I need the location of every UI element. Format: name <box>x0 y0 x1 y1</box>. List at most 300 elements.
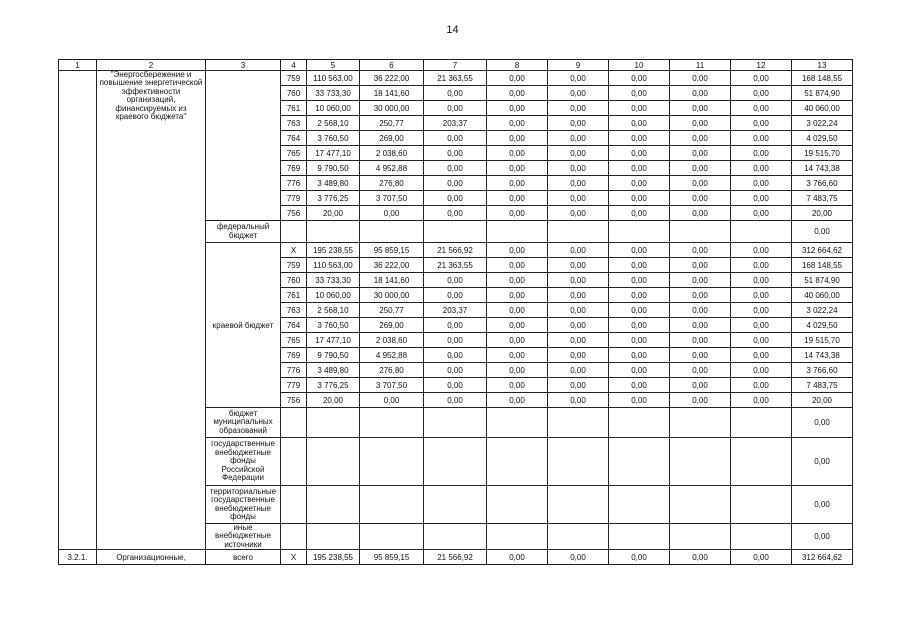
value-cell-col-8: 0,00 <box>487 243 548 258</box>
value-cell-col-11: 0,00 <box>670 333 731 348</box>
column-header-3: 3 <box>206 60 281 71</box>
value-cell-col-12: 0,00 <box>731 131 792 146</box>
value-cell-col-8: 0,00 <box>487 393 548 408</box>
empty-cell-col-10 <box>609 221 670 243</box>
value-cell-col-8: 0,00 <box>487 131 548 146</box>
value-cell-col-12: 0,00 <box>731 206 792 221</box>
empty-cell-col-7 <box>424 524 487 550</box>
value-cell-col-6: 269,00 <box>360 318 424 333</box>
value-cell-col-9: 0,00 <box>548 378 609 393</box>
total-cell: 0,00 <box>792 221 853 243</box>
column-header-5: 5 <box>307 60 360 71</box>
value-cell-col-11: 0,00 <box>670 131 731 146</box>
value-cell-col-12: 0,00 <box>731 318 792 333</box>
value-cell-col-8: 0,00 <box>487 191 548 206</box>
value-cell-col-12: 0,00 <box>731 288 792 303</box>
column-header-13: 13 <box>792 60 853 71</box>
empty-cell-col-9 <box>548 408 609 438</box>
empty-cell-col-6 <box>360 408 424 438</box>
value-cell-col-7: 0,00 <box>424 131 487 146</box>
empty-cell-col-5 <box>307 221 360 243</box>
value-cell-col-6: 36 222,00 <box>360 258 424 273</box>
empty-cell-col-8 <box>487 221 548 243</box>
value-cell-col-4: 761 <box>281 288 307 303</box>
value-cell-col-5: 2 568,10 <box>307 116 360 131</box>
empty-cell-col-7 <box>424 408 487 438</box>
source-other: территориальные государственные внебюджетные фонды <box>206 486 281 524</box>
empty-cell-col-12 <box>731 408 792 438</box>
empty-cell-col-11 <box>670 524 731 550</box>
value-cell-col-6: 276,80 <box>360 363 424 378</box>
empty-cell-col-8 <box>487 408 548 438</box>
value-cell-col-8: 0,00 <box>487 86 548 101</box>
empty-cell-col-4 <box>281 486 307 524</box>
value-cell-col-9: 0,00 <box>548 550 609 565</box>
column-header-10: 10 <box>609 60 670 71</box>
value-cell-col-6: 2 038,60 <box>360 333 424 348</box>
empty-cell-col-8 <box>487 486 548 524</box>
value-cell-col-13: 14 743,38 <box>792 348 853 363</box>
value-cell-col-7: 0,00 <box>424 363 487 378</box>
value-cell-col-11: 0,00 <box>670 348 731 363</box>
empty-cell-col-11 <box>670 438 731 486</box>
empty-cell-col-10 <box>609 486 670 524</box>
empty-cell-col-11 <box>670 408 731 438</box>
value-cell-col-4: 764 <box>281 131 307 146</box>
value-cell-col-13: 20,00 <box>792 206 853 221</box>
value-cell-col-8: 0,00 <box>487 258 548 273</box>
value-cell-col-9: 0,00 <box>548 101 609 116</box>
value-cell-col-6: 250,77 <box>360 116 424 131</box>
value-cell-col-5: 110 563,00 <box>307 71 360 86</box>
value-cell-col-4: 759 <box>281 71 307 86</box>
value-cell-col-5: 195 238,55 <box>307 550 360 565</box>
value-cell-col-8: 0,00 <box>487 303 548 318</box>
value-cell-col-4: 756 <box>281 393 307 408</box>
value-cell-col-12: 0,00 <box>731 333 792 348</box>
value-cell-col-4: 769 <box>281 348 307 363</box>
value-cell-col-9: 0,00 <box>548 86 609 101</box>
value-cell-col-11: 0,00 <box>670 273 731 288</box>
value-cell-col-13: 19 515,70 <box>792 333 853 348</box>
empty-cell-col-7 <box>424 486 487 524</box>
value-cell-col-10: 0,00 <box>609 318 670 333</box>
column-header-6: 6 <box>360 60 424 71</box>
source-federal-budget: федеральный бюджет <box>206 221 281 243</box>
value-cell-col-6: 95 859,15 <box>360 550 424 565</box>
value-cell-col-9: 0,00 <box>548 318 609 333</box>
value-cell-col-6: 3 707,50 <box>360 191 424 206</box>
value-cell-col-11: 0,00 <box>670 288 731 303</box>
empty-cell-col-4 <box>281 221 307 243</box>
budget-table <box>58 59 853 565</box>
value-cell-col-4: X <box>281 243 307 258</box>
value-cell-col-11: 0,00 <box>670 258 731 273</box>
value-cell-col-6: 4 952,88 <box>360 348 424 363</box>
value-cell-col-9: 0,00 <box>548 258 609 273</box>
column-header-2: 2 <box>97 60 206 71</box>
value-cell-col-7: 0,00 <box>424 273 487 288</box>
value-cell-col-10: 0,00 <box>609 303 670 318</box>
empty-cell-col-9 <box>548 524 609 550</box>
value-cell-col-12: 0,00 <box>731 258 792 273</box>
value-cell-col-8: 0,00 <box>487 116 548 131</box>
value-cell-col-5: 10 060,00 <box>307 101 360 116</box>
value-cell-col-11: 0,00 <box>670 191 731 206</box>
value-cell-col-12: 0,00 <box>731 71 792 86</box>
table-row <box>59 71 853 86</box>
empty-cell-col-4 <box>281 438 307 486</box>
value-cell-col-8: 0,00 <box>487 348 548 363</box>
value-cell-col-9: 0,00 <box>548 116 609 131</box>
value-cell-col-10: 0,00 <box>609 273 670 288</box>
value-cell-col-8: 0,00 <box>487 71 548 86</box>
value-cell-col-4: 763 <box>281 116 307 131</box>
value-cell-col-6: 2 038,60 <box>360 146 424 161</box>
value-cell-col-12: 0,00 <box>731 363 792 378</box>
value-cell-col-7: 0,00 <box>424 378 487 393</box>
value-cell-col-8: 0,00 <box>487 378 548 393</box>
empty-cell-col-6 <box>360 221 424 243</box>
value-cell-col-10: 0,00 <box>609 243 670 258</box>
value-cell-col-8: 0,00 <box>487 161 548 176</box>
empty-cell-col-9 <box>548 221 609 243</box>
value-cell-col-10: 0,00 <box>609 550 670 565</box>
value-cell-col-6: 0,00 <box>360 393 424 408</box>
value-cell-col-13: 4 029,50 <box>792 318 853 333</box>
value-cell-col-9: 0,00 <box>548 243 609 258</box>
value-cell-col-12: 0,00 <box>731 273 792 288</box>
empty-cell-col-12 <box>731 221 792 243</box>
header-row <box>59 60 853 71</box>
value-cell-col-5: 10 060,00 <box>307 288 360 303</box>
empty-cell-col-5 <box>307 486 360 524</box>
value-cell-col-9: 0,00 <box>548 131 609 146</box>
value-cell-col-13: 312 664,62 <box>792 243 853 258</box>
empty-cell-col-6 <box>360 486 424 524</box>
value-cell-col-13: 40 060,00 <box>792 101 853 116</box>
value-cell-col-7: 21 363,55 <box>424 71 487 86</box>
value-cell-col-7: 203,37 <box>424 116 487 131</box>
value-cell-col-13: 40 060,00 <box>792 288 853 303</box>
column-header-1: 1 <box>59 60 97 71</box>
empty-cell-col-8 <box>487 524 548 550</box>
value-cell-col-11: 0,00 <box>670 363 731 378</box>
source-cell <box>206 71 281 221</box>
value-cell-col-12: 0,00 <box>731 86 792 101</box>
value-cell-col-11: 0,00 <box>670 101 731 116</box>
value-cell-col-5: 17 477,10 <box>307 333 360 348</box>
value-cell-col-11: 0,00 <box>670 86 731 101</box>
value-cell-col-11: 0,00 <box>670 303 731 318</box>
value-cell-col-9: 0,00 <box>548 71 609 86</box>
value-cell-col-4: 765 <box>281 333 307 348</box>
value-cell-col-4: 779 <box>281 191 307 206</box>
value-cell-col-6: 30 000,00 <box>360 101 424 116</box>
column-header-7: 7 <box>424 60 487 71</box>
column-header-11: 11 <box>670 60 731 71</box>
value-cell-col-7: 21 363,55 <box>424 258 487 273</box>
value-cell-col-10: 0,00 <box>609 348 670 363</box>
value-cell-col-8: 0,00 <box>487 333 548 348</box>
row-number-cell <box>59 71 97 550</box>
value-cell-col-4: 756 <box>281 206 307 221</box>
value-cell-col-12: 0,00 <box>731 101 792 116</box>
source-other: государственные внебюджетные фонды Российской Федерации <box>206 438 281 486</box>
value-cell-col-9: 0,00 <box>548 206 609 221</box>
value-cell-col-7: 0,00 <box>424 161 487 176</box>
empty-cell-col-4 <box>281 524 307 550</box>
value-cell-col-11: 0,00 <box>670 378 731 393</box>
empty-cell-col-7 <box>424 438 487 486</box>
value-cell-col-4: 760 <box>281 273 307 288</box>
value-cell-col-12: 0,00 <box>731 348 792 363</box>
value-cell-col-13: 312 664,62 <box>792 550 853 565</box>
value-cell-col-10: 0,00 <box>609 146 670 161</box>
value-cell-col-4: 759 <box>281 258 307 273</box>
value-cell-col-4: 776 <box>281 363 307 378</box>
value-cell-col-10: 0,00 <box>609 363 670 378</box>
value-cell-col-5: 20,00 <box>307 206 360 221</box>
value-cell-col-9: 0,00 <box>548 303 609 318</box>
total-cell: 0,00 <box>792 408 853 438</box>
value-cell-col-4: 769 <box>281 161 307 176</box>
value-cell-col-13: 4 029,50 <box>792 131 853 146</box>
value-cell-col-11: 0,00 <box>670 71 731 86</box>
value-cell-col-9: 0,00 <box>548 363 609 378</box>
value-cell-col-13: 168 148,55 <box>792 71 853 86</box>
value-cell-col-5: 3 760,50 <box>307 318 360 333</box>
empty-cell-col-10 <box>609 524 670 550</box>
page-number: 14 <box>446 24 459 36</box>
value-cell-col-11: 0,00 <box>670 176 731 191</box>
value-cell-col-8: 0,00 <box>487 288 548 303</box>
value-cell-col-13: 7 483,75 <box>792 191 853 206</box>
value-cell-col-10: 0,00 <box>609 378 670 393</box>
value-cell-col-4: 779 <box>281 378 307 393</box>
value-cell-col-8: 0,00 <box>487 318 548 333</box>
value-cell-col-12: 0,00 <box>731 303 792 318</box>
value-cell-col-10: 0,00 <box>609 288 670 303</box>
column-header-9: 9 <box>548 60 609 71</box>
value-cell-col-13: 51 874,90 <box>792 86 853 101</box>
column-header-12: 12 <box>731 60 792 71</box>
value-cell-col-7: 203,37 <box>424 303 487 318</box>
value-cell-col-9: 0,00 <box>548 288 609 303</box>
value-cell-col-12: 0,00 <box>731 378 792 393</box>
value-cell-col-7: 0,00 <box>424 191 487 206</box>
table-row <box>59 550 853 565</box>
empty-cell-col-5 <box>307 408 360 438</box>
source-total-cell: всего <box>206 550 281 565</box>
value-cell-col-10: 0,00 <box>609 393 670 408</box>
value-cell-col-5: 195 238,55 <box>307 243 360 258</box>
value-cell-col-12: 0,00 <box>731 176 792 191</box>
value-cell-col-10: 0,00 <box>609 116 670 131</box>
value-cell-col-7: 0,00 <box>424 393 487 408</box>
source-other: иные внебюджетные источники <box>206 524 281 550</box>
value-cell-col-7: 0,00 <box>424 333 487 348</box>
value-cell-col-6: 18 141,60 <box>360 86 424 101</box>
empty-cell-col-10 <box>609 408 670 438</box>
value-cell-col-11: 0,00 <box>670 393 731 408</box>
empty-cell-col-11 <box>670 486 731 524</box>
value-cell-col-13: 3 766,60 <box>792 176 853 191</box>
value-cell-col-12: 0,00 <box>731 550 792 565</box>
value-cell-col-5: 33 733,30 <box>307 86 360 101</box>
value-cell-col-10: 0,00 <box>609 333 670 348</box>
source-krai-budget: краевой бюджет <box>206 243 281 408</box>
column-header-8: 8 <box>487 60 548 71</box>
value-cell-col-7: 21 566,92 <box>424 550 487 565</box>
value-cell-col-7: 21 566,92 <box>424 243 487 258</box>
empty-cell-col-11 <box>670 221 731 243</box>
value-cell-col-8: 0,00 <box>487 273 548 288</box>
value-cell-col-4: X <box>281 550 307 565</box>
value-cell-col-13: 3 022,24 <box>792 303 853 318</box>
value-cell-col-12: 0,00 <box>731 146 792 161</box>
value-cell-col-11: 0,00 <box>670 550 731 565</box>
value-cell-col-4: 776 <box>281 176 307 191</box>
value-cell-col-5: 3 776,25 <box>307 191 360 206</box>
row-number-cell: 3.2.1. <box>59 550 97 565</box>
value-cell-col-10: 0,00 <box>609 206 670 221</box>
value-cell-col-13: 3 022,24 <box>792 116 853 131</box>
value-cell-col-4: 761 <box>281 101 307 116</box>
value-cell-col-11: 0,00 <box>670 161 731 176</box>
value-cell-col-6: 0,00 <box>360 206 424 221</box>
value-cell-col-10: 0,00 <box>609 131 670 146</box>
empty-cell-col-12 <box>731 486 792 524</box>
value-cell-col-12: 0,00 <box>731 116 792 131</box>
value-cell-col-10: 0,00 <box>609 71 670 86</box>
value-cell-col-5: 9 790,50 <box>307 348 360 363</box>
value-cell-col-8: 0,00 <box>487 550 548 565</box>
value-cell-col-6: 276,80 <box>360 176 424 191</box>
value-cell-col-12: 0,00 <box>731 243 792 258</box>
value-cell-col-6: 18 141,60 <box>360 273 424 288</box>
value-cell-col-5: 2 568,10 <box>307 303 360 318</box>
value-cell-col-4: 764 <box>281 318 307 333</box>
value-cell-col-7: 0,00 <box>424 288 487 303</box>
empty-cell-col-12 <box>731 438 792 486</box>
value-cell-col-8: 0,00 <box>487 206 548 221</box>
value-cell-col-5: 9 790,50 <box>307 161 360 176</box>
value-cell-col-13: 20,00 <box>792 393 853 408</box>
measure-name-cell: Организационные, <box>97 550 206 565</box>
value-cell-col-10: 0,00 <box>609 191 670 206</box>
value-cell-col-13: 14 743,38 <box>792 161 853 176</box>
value-cell-col-13: 168 148,55 <box>792 258 853 273</box>
empty-cell-col-6 <box>360 438 424 486</box>
empty-cell-col-8 <box>487 438 548 486</box>
value-cell-col-8: 0,00 <box>487 363 548 378</box>
value-cell-col-6: 30 000,00 <box>360 288 424 303</box>
empty-cell-col-5 <box>307 524 360 550</box>
value-cell-col-13: 19 515,70 <box>792 146 853 161</box>
value-cell-col-9: 0,00 <box>548 146 609 161</box>
empty-cell-col-9 <box>548 486 609 524</box>
value-cell-col-9: 0,00 <box>548 333 609 348</box>
value-cell-col-12: 0,00 <box>731 191 792 206</box>
value-cell-col-10: 0,00 <box>609 86 670 101</box>
value-cell-col-11: 0,00 <box>670 146 731 161</box>
value-cell-col-5: 33 733,30 <box>307 273 360 288</box>
value-cell-col-10: 0,00 <box>609 161 670 176</box>
value-cell-col-6: 36 222,00 <box>360 71 424 86</box>
value-cell-col-9: 0,00 <box>548 161 609 176</box>
value-cell-col-13: 51 874,90 <box>792 273 853 288</box>
empty-cell-col-5 <box>307 438 360 486</box>
total-cell: 0,00 <box>792 486 853 524</box>
value-cell-col-5: 3 489,80 <box>307 363 360 378</box>
source-other: бюджет муниципальных образований <box>206 408 281 438</box>
value-cell-col-4: 765 <box>281 146 307 161</box>
value-cell-col-7: 0,00 <box>424 318 487 333</box>
value-cell-col-13: 3 766,60 <box>792 363 853 378</box>
program-name-cell: "Энергосбережение и повышение энергетической эффективности организаций, финансируемых из краевого бюджета" <box>97 71 206 550</box>
empty-cell-col-10 <box>609 438 670 486</box>
empty-cell-col-9 <box>548 438 609 486</box>
value-cell-col-8: 0,00 <box>487 101 548 116</box>
empty-cell-col-12 <box>731 524 792 550</box>
value-cell-col-6: 269,00 <box>360 131 424 146</box>
value-cell-col-5: 110 563,00 <box>307 258 360 273</box>
value-cell-col-9: 0,00 <box>548 176 609 191</box>
value-cell-col-5: 17 477,10 <box>307 146 360 161</box>
empty-cell-col-6 <box>360 524 424 550</box>
value-cell-col-6: 250,77 <box>360 303 424 318</box>
value-cell-col-5: 3 776,25 <box>307 378 360 393</box>
value-cell-col-6: 4 952,88 <box>360 161 424 176</box>
value-cell-col-13: 7 483,75 <box>792 378 853 393</box>
value-cell-col-9: 0,00 <box>548 393 609 408</box>
value-cell-col-11: 0,00 <box>670 318 731 333</box>
empty-cell-col-4 <box>281 408 307 438</box>
value-cell-col-6: 3 707,50 <box>360 378 424 393</box>
value-cell-col-8: 0,00 <box>487 146 548 161</box>
value-cell-col-4: 763 <box>281 303 307 318</box>
value-cell-col-11: 0,00 <box>670 116 731 131</box>
value-cell-col-10: 0,00 <box>609 101 670 116</box>
value-cell-col-10: 0,00 <box>609 258 670 273</box>
value-cell-col-9: 0,00 <box>548 348 609 363</box>
value-cell-col-6: 95 859,15 <box>360 243 424 258</box>
table-body <box>59 60 853 565</box>
value-cell-col-10: 0,00 <box>609 176 670 191</box>
total-cell: 0,00 <box>792 438 853 486</box>
value-cell-col-11: 0,00 <box>670 243 731 258</box>
value-cell-col-7: 0,00 <box>424 101 487 116</box>
value-cell-col-12: 0,00 <box>731 161 792 176</box>
empty-cell-col-7 <box>424 221 487 243</box>
value-cell-col-5: 20,00 <box>307 393 360 408</box>
value-cell-col-7: 0,00 <box>424 146 487 161</box>
value-cell-col-7: 0,00 <box>424 176 487 191</box>
value-cell-col-11: 0,00 <box>670 206 731 221</box>
value-cell-col-7: 0,00 <box>424 206 487 221</box>
value-cell-col-9: 0,00 <box>548 273 609 288</box>
value-cell-col-9: 0,00 <box>548 191 609 206</box>
value-cell-col-4: 760 <box>281 86 307 101</box>
value-cell-col-5: 3 489,80 <box>307 176 360 191</box>
value-cell-col-5: 3 760,50 <box>307 131 360 146</box>
value-cell-col-12: 0,00 <box>731 393 792 408</box>
value-cell-col-8: 0,00 <box>487 176 548 191</box>
value-cell-col-7: 0,00 <box>424 86 487 101</box>
total-cell: 0,00 <box>792 524 853 550</box>
column-header-4: 4 <box>281 60 307 71</box>
